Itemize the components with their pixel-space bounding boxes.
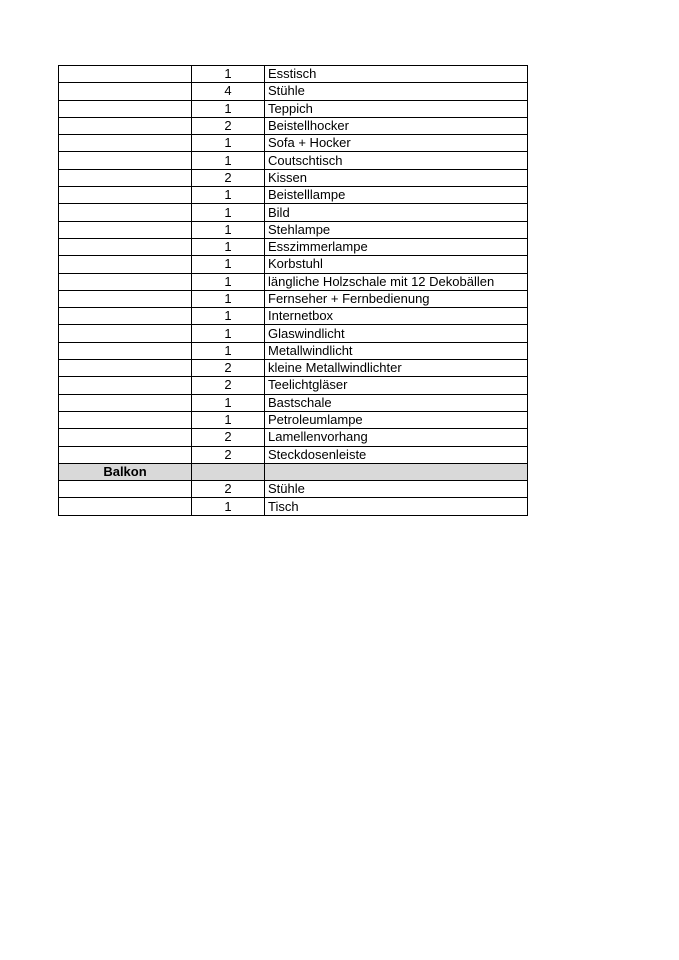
room-cell bbox=[59, 187, 192, 204]
item-cell: Stühle bbox=[265, 83, 528, 100]
quantity-cell: 1 bbox=[192, 342, 265, 359]
section-label: Balkon bbox=[59, 463, 192, 480]
room-cell bbox=[59, 204, 192, 221]
quantity-cell: 2 bbox=[192, 481, 265, 498]
quantity-cell: 1 bbox=[192, 273, 265, 290]
room-cell bbox=[59, 394, 192, 411]
quantity-cell: 2 bbox=[192, 360, 265, 377]
quantity-cell: 1 bbox=[192, 152, 265, 169]
item-cell: Lamellenvorhang bbox=[265, 429, 528, 446]
table-row bbox=[59, 221, 528, 238]
section-header-row bbox=[59, 463, 528, 480]
item-cell: Internetbox bbox=[265, 308, 528, 325]
table-row bbox=[59, 498, 528, 515]
quantity-cell: 1 bbox=[192, 290, 265, 307]
item-cell: Kissen bbox=[265, 169, 528, 186]
quantity-cell: 1 bbox=[192, 411, 265, 428]
quantity-cell bbox=[192, 463, 265, 480]
quantity-cell: 1 bbox=[192, 325, 265, 342]
quantity-cell: 1 bbox=[192, 256, 265, 273]
room-cell bbox=[59, 411, 192, 428]
table-row bbox=[59, 169, 528, 186]
room-cell bbox=[59, 100, 192, 117]
room-cell bbox=[59, 377, 192, 394]
inventory-table bbox=[58, 65, 528, 516]
quantity-cell: 2 bbox=[192, 117, 265, 134]
item-cell bbox=[265, 463, 528, 480]
table-row bbox=[59, 360, 528, 377]
room-cell bbox=[59, 221, 192, 238]
item-cell: kleine Metallwindlichter bbox=[265, 360, 528, 377]
table-row bbox=[59, 342, 528, 359]
quantity-cell: 2 bbox=[192, 377, 265, 394]
item-cell: Petroleumlampe bbox=[265, 411, 528, 428]
item-cell: Beistellhocker bbox=[265, 117, 528, 134]
inventory-table-body bbox=[59, 66, 528, 516]
table-row bbox=[59, 429, 528, 446]
table-row bbox=[59, 481, 528, 498]
item-cell: Glaswindlicht bbox=[265, 325, 528, 342]
item-cell: Steckdosenleiste bbox=[265, 446, 528, 463]
quantity-cell: 1 bbox=[192, 100, 265, 117]
table-row bbox=[59, 273, 528, 290]
quantity-cell: 1 bbox=[192, 394, 265, 411]
quantity-cell: 1 bbox=[192, 204, 265, 221]
table-row bbox=[59, 135, 528, 152]
room-cell bbox=[59, 256, 192, 273]
quantity-cell: 2 bbox=[192, 169, 265, 186]
table-row bbox=[59, 117, 528, 134]
room-cell bbox=[59, 83, 192, 100]
table-row bbox=[59, 411, 528, 428]
quantity-cell: 1 bbox=[192, 308, 265, 325]
item-cell: Metallwindlicht bbox=[265, 342, 528, 359]
room-cell bbox=[59, 342, 192, 359]
item-cell: Stehlampe bbox=[265, 221, 528, 238]
item-cell: längliche Holzschale mit 12 Dekobällen bbox=[265, 273, 528, 290]
room-cell bbox=[59, 446, 192, 463]
table-row bbox=[59, 66, 528, 83]
item-cell: Sofa + Hocker bbox=[265, 135, 528, 152]
room-cell bbox=[59, 273, 192, 290]
quantity-cell: 2 bbox=[192, 446, 265, 463]
quantity-cell: 1 bbox=[192, 221, 265, 238]
table-row bbox=[59, 204, 528, 221]
item-cell: Bastschale bbox=[265, 394, 528, 411]
quantity-cell: 1 bbox=[192, 135, 265, 152]
quantity-cell: 2 bbox=[192, 429, 265, 446]
table-row bbox=[59, 238, 528, 255]
item-cell: Bild bbox=[265, 204, 528, 221]
room-cell bbox=[59, 481, 192, 498]
room-cell bbox=[59, 238, 192, 255]
room-cell bbox=[59, 429, 192, 446]
room-cell bbox=[59, 169, 192, 186]
table-row bbox=[59, 152, 528, 169]
item-cell: Esszimmerlampe bbox=[265, 238, 528, 255]
table-row bbox=[59, 187, 528, 204]
item-cell: Fernseher + Fernbedienung bbox=[265, 290, 528, 307]
table-row bbox=[59, 83, 528, 100]
quantity-cell: 1 bbox=[192, 66, 265, 83]
room-cell bbox=[59, 308, 192, 325]
room-cell bbox=[59, 135, 192, 152]
table-row bbox=[59, 377, 528, 394]
room-cell bbox=[59, 325, 192, 342]
room-cell bbox=[59, 117, 192, 134]
item-cell: Beistelllampe bbox=[265, 187, 528, 204]
item-cell: Teppich bbox=[265, 100, 528, 117]
table-row bbox=[59, 325, 528, 342]
table-row bbox=[59, 308, 528, 325]
table-row bbox=[59, 290, 528, 307]
quantity-cell: 1 bbox=[192, 498, 265, 515]
table-row bbox=[59, 256, 528, 273]
room-cell bbox=[59, 290, 192, 307]
item-cell: Stühle bbox=[265, 481, 528, 498]
room-cell bbox=[59, 66, 192, 83]
quantity-cell: 4 bbox=[192, 83, 265, 100]
quantity-cell: 1 bbox=[192, 238, 265, 255]
table-row bbox=[59, 100, 528, 117]
quantity-cell: 1 bbox=[192, 187, 265, 204]
item-cell: Tisch bbox=[265, 498, 528, 515]
item-cell: Teelichtgläser bbox=[265, 377, 528, 394]
room-cell bbox=[59, 152, 192, 169]
room-cell bbox=[59, 498, 192, 515]
room-cell bbox=[59, 360, 192, 377]
item-cell: Coutschtisch bbox=[265, 152, 528, 169]
table-row bbox=[59, 446, 528, 463]
table-row bbox=[59, 394, 528, 411]
item-cell: Korbstuhl bbox=[265, 256, 528, 273]
item-cell: Esstisch bbox=[265, 66, 528, 83]
